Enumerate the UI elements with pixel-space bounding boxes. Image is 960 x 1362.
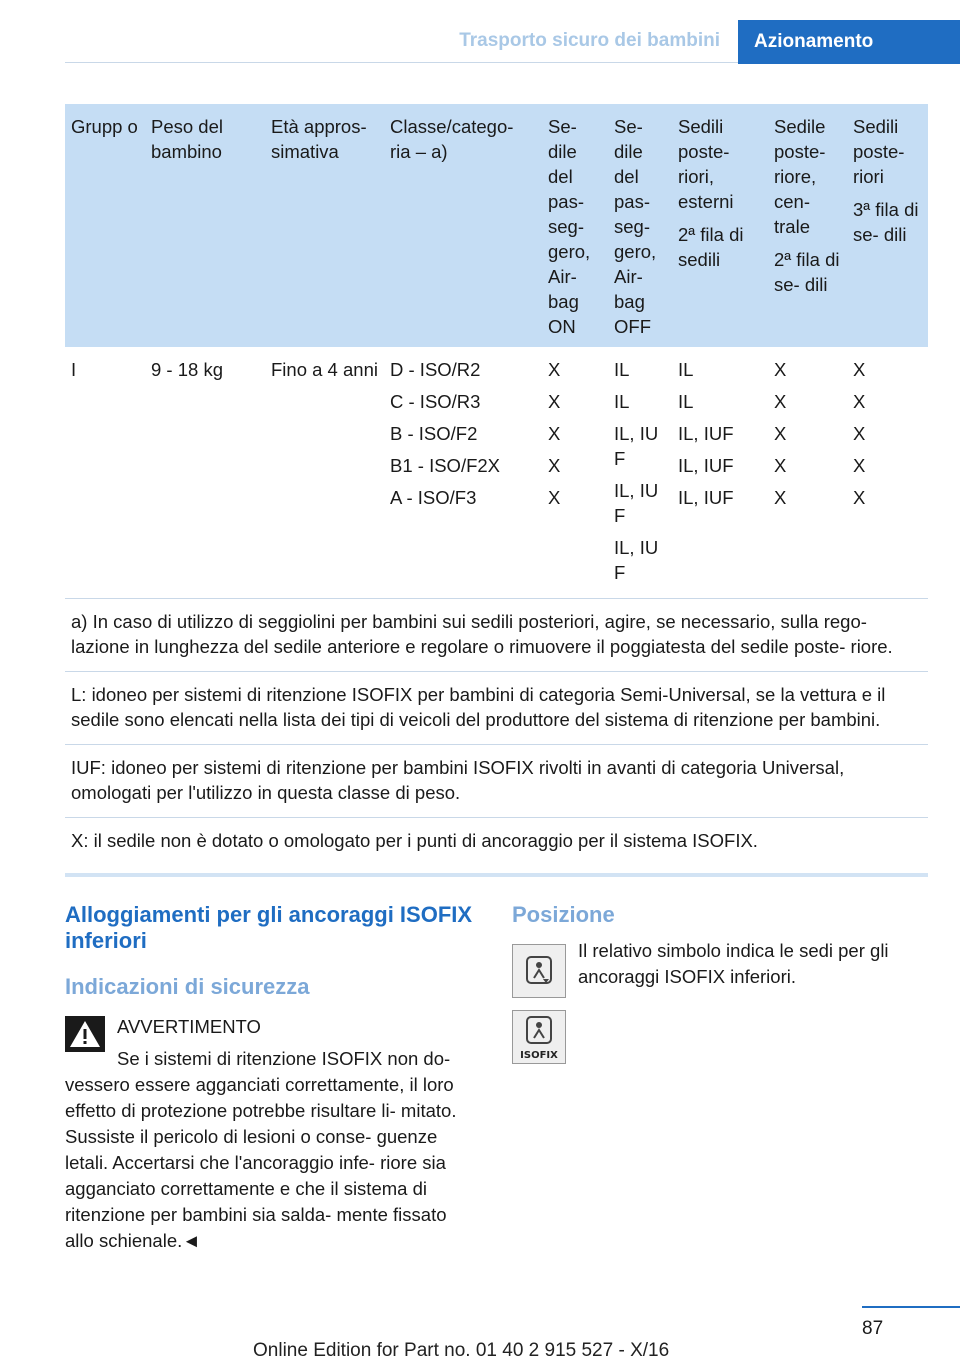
cell-value: X [853, 455, 866, 476]
cell-value: X [774, 423, 787, 444]
cell-value: IL, IU F [614, 423, 659, 469]
position-block [512, 938, 928, 1078]
cell-value: D - ISO/R2 [390, 359, 481, 380]
cell-value: B - ISO/F2 [390, 423, 478, 444]
table-note: X: il sedile non è dotato o omologato per i punti di ancoraggio per il sistema ISOFIX. [65, 818, 928, 866]
cell-value: X [548, 423, 561, 444]
column-header [384, 104, 542, 347]
edition-text: Online Edition for Part no. 01 40 2 915 527 - X/16 [253, 1340, 670, 1361]
column-header [847, 104, 928, 347]
safety-subheading: Indicazioni di sicurezza [65, 974, 310, 999]
column-header [608, 104, 672, 347]
cell-value: X [853, 423, 866, 444]
cell-value: X [548, 391, 561, 412]
isofix-symbol-icon [512, 1010, 566, 1064]
header-rule [65, 62, 738, 63]
table-header-row [65, 104, 928, 347]
isofix-table [65, 104, 928, 865]
header-text: Grupp o [71, 116, 138, 137]
table-note: IUF: idoneo per sistemi di ritenzione per bambini ISOFIX rivolti in avanti di categoria Universal, omologati per l'utilizzo in questa classe di peso. [65, 745, 928, 818]
table-note: a) In caso di utilizzo di seggiolini per bambini sui sedili posteriori, agire, se necessario, sulla rego- lazione in lunghezza del sedile anteriore e regolare o rimuovere il poggiatesta del sedile poste- riore. [65, 599, 928, 672]
left-column [65, 902, 475, 1254]
cell-value: C - ISO/R3 [390, 391, 481, 412]
header-text: Sedili poste- riori, esterni [678, 116, 734, 212]
chapter-tab: Azionamento [738, 20, 960, 64]
cell-value: X [548, 359, 561, 380]
cell-value: X [548, 487, 561, 508]
section-title: Trasporto sicuro dei bambini [459, 30, 720, 51]
column-header [145, 104, 265, 347]
cell-value: X [774, 455, 787, 476]
table-note-row [65, 745, 928, 818]
section-heading: Alloggiamenti per gli ancoraggi ISOFIX inferiori [65, 902, 473, 953]
header-text: Se- dile del pas- seg- gero, Air- bag OFF [614, 116, 657, 337]
cell-value: IL, IUF [678, 423, 734, 444]
footer-rule [862, 1306, 960, 1308]
child-seat-anchor-icon [512, 944, 566, 998]
right-column [512, 902, 928, 1078]
cell-value: X [853, 487, 866, 508]
cell-value: 9 - 18 kg [151, 359, 223, 380]
position-heading: Posizione [512, 902, 615, 927]
isofix-label: ISOFIX [520, 1050, 558, 1061]
header-text: Classe/catego- ria – a) [390, 116, 514, 162]
header-text: Età appros- simativa [271, 116, 367, 162]
cell-value: IL, IU F [614, 537, 659, 583]
cell-value: IL, IUF [678, 487, 734, 508]
column-header [65, 104, 145, 347]
table-cell [384, 347, 542, 599]
cell-value: IL [614, 359, 630, 380]
table-note: L: idoneo per sistemi di ritenzione ISOFIX per bambini di categoria Semi-Universal, se la vettura e il sedile sono elencati nella lista dei tipi di veicoli del produttore del sistema di ritenzione per bambini. [65, 672, 928, 745]
header-text: 2ª fila di sedili [678, 224, 744, 270]
table-cell [847, 347, 928, 599]
table-cell [145, 347, 265, 599]
cell-value: X [548, 455, 561, 476]
header-text: Se- dile del pas- seg- gero, Air- bag ON [548, 116, 591, 337]
warning-block [65, 1014, 475, 1254]
warning-triangle-icon [65, 1016, 105, 1052]
table-cell [768, 347, 847, 599]
cell-value: X [853, 359, 866, 380]
table-row [65, 347, 928, 599]
column-header [542, 104, 608, 347]
cell-value: IL [678, 359, 694, 380]
section-divider [65, 873, 928, 877]
warning-title: AVVERTIMENTO [117, 1016, 261, 1037]
cell-value: IL, IUF [678, 455, 734, 476]
header-text: 3ª fila di se- dili [853, 199, 919, 245]
header-text: Sedile poste- riore, cen- trale [774, 116, 826, 237]
cell-value: IL, IU F [614, 480, 659, 526]
table-note-row [65, 599, 928, 672]
table-cell [608, 347, 672, 599]
cell-value: X [853, 391, 866, 412]
column-header [265, 104, 384, 347]
page-number: 87 [862, 1318, 884, 1339]
header-text: 2ª fila di se- dili [774, 249, 840, 295]
table-cell [265, 347, 384, 599]
cell-value: I [71, 359, 77, 380]
cell-value: X [774, 487, 787, 508]
cell-value: A - ISO/F3 [390, 487, 477, 508]
header-text: Peso del bambino [151, 116, 223, 162]
cell-value: Fino a 4 anni [271, 359, 378, 380]
page-header [0, 0, 960, 62]
column-header [672, 104, 768, 347]
table-cell [542, 347, 608, 599]
warning-text: Se i sistemi di ritenzione ISOFIX non do- vessero essere agganciati correttamente, il loro effetto di protezione potrebbe risultare li- mitato. Sussiste il pericolo di lesioni o conse- guenze letali. Accertarsi che l'ancoraggio infe- riore sia agganciato correttamente e che il sistema di ritenzione per bambini sia salda- mente fissato allo schienale.◄ [65, 1048, 457, 1251]
cell-value: X [774, 359, 787, 380]
cell-value: B1 - ISO/F2X [390, 455, 501, 476]
column-header [768, 104, 847, 347]
table-note-row [65, 818, 928, 866]
cell-value: IL [678, 391, 694, 412]
header-text: Sedili poste- riori [853, 116, 905, 187]
cell-value: IL [614, 391, 630, 412]
table-cell [65, 347, 145, 599]
table-cell [672, 347, 768, 599]
table-note-row [65, 672, 928, 745]
cell-value: X [774, 391, 787, 412]
position-text: Il relativo simbolo indica le sedi per gli ancoraggi ISOFIX inferiori. [578, 940, 889, 987]
